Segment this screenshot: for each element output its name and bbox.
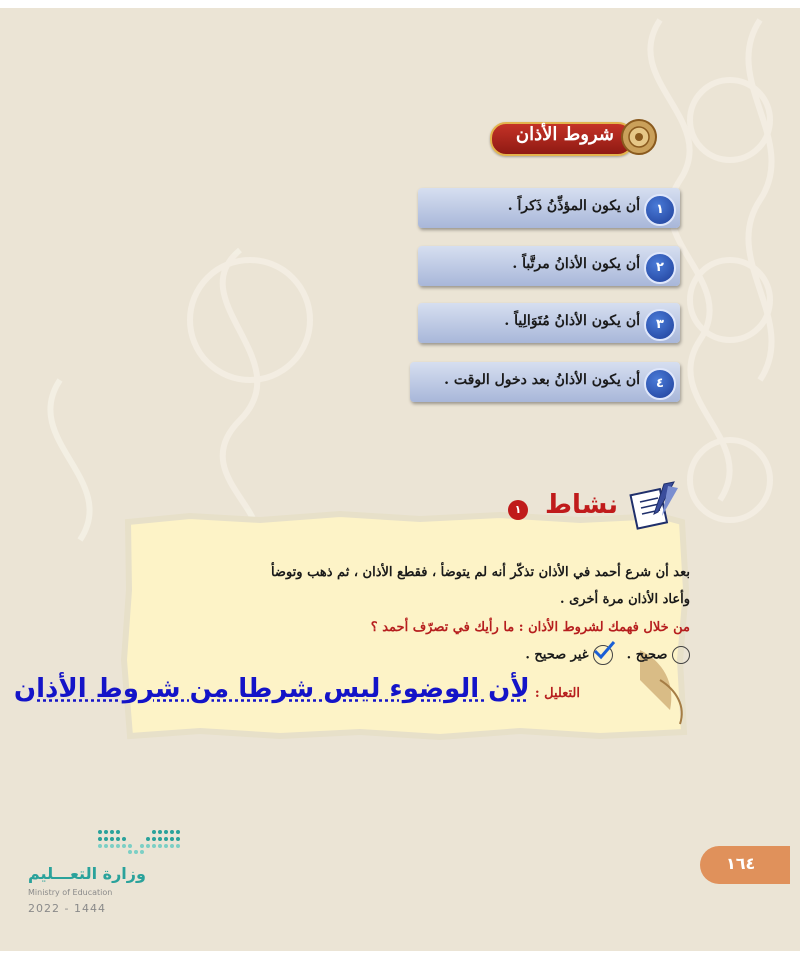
page-number-tab: [700, 846, 790, 884]
ministry-logo: [28, 826, 178, 936]
activity-title: نشاط: [545, 490, 618, 520]
radio-correct[interactable]: [672, 646, 690, 664]
radio-incorrect[interactable]: [593, 645, 613, 665]
activity-number-badge: ١: [508, 500, 528, 520]
condition-number: ١: [644, 194, 676, 226]
section-title: شروط الأذان: [515, 124, 614, 145]
option-incorrect-label: غير صحيح .: [525, 647, 589, 663]
ornament-medal-icon: [620, 118, 658, 156]
notebook-pen-icon: [628, 480, 680, 530]
condition-number: ٢: [644, 252, 676, 284]
condition-number: ٤: [644, 368, 676, 400]
reason-row: [0, 674, 580, 704]
reason-handwritten-answer: لأن الوضوء ليس شرطا من شروط الأذان: [13, 674, 530, 704]
activity-text-line1: بعد أن شرع أحمد في الأذان تذكّر أنه لم يتوضأ ، فقطع الأذان ، ثم ذهب وتوضأ: [270, 565, 690, 580]
page-number: ١٦٤: [726, 854, 756, 873]
condition-text: أن يكون المؤذِّنُ ذَكراً .: [507, 198, 640, 214]
answer-options: [525, 645, 690, 665]
ministry-dots-emblem-icon: [94, 826, 184, 856]
condition-item-1: [418, 188, 680, 228]
condition-text: أن يكون الأذانُ بعد دخول الوقت .: [444, 372, 640, 388]
condition-item-4: [410, 362, 680, 402]
activity-header: [500, 480, 680, 530]
condition-text: أن يكون الأذانُ مُتَوَالِياً .: [504, 313, 640, 329]
option-correct-label: صحيح .: [626, 647, 668, 663]
condition-number: ٣: [644, 309, 676, 341]
ministry-name-english: Ministry of Education: [28, 888, 113, 897]
activity-question: من خلال فهمك لشروط الأذان : ما رأيك في تصرّف أحمد ؟: [370, 620, 690, 635]
ministry-name-arabic: وزارة التعـــليم: [28, 864, 146, 883]
checkmark-icon: [592, 640, 616, 662]
condition-item-3: [418, 303, 680, 343]
reason-label: التعليل :: [534, 686, 580, 701]
section-title-badge: [490, 118, 660, 158]
activity-text-line2: وأعاد الأذان مرة أخرى .: [560, 592, 690, 607]
condition-item-2: [418, 246, 680, 286]
condition-text: أن يكون الأذانُ مرتَّباً .: [512, 256, 640, 272]
ministry-year: 2022 - 1444: [28, 902, 106, 915]
